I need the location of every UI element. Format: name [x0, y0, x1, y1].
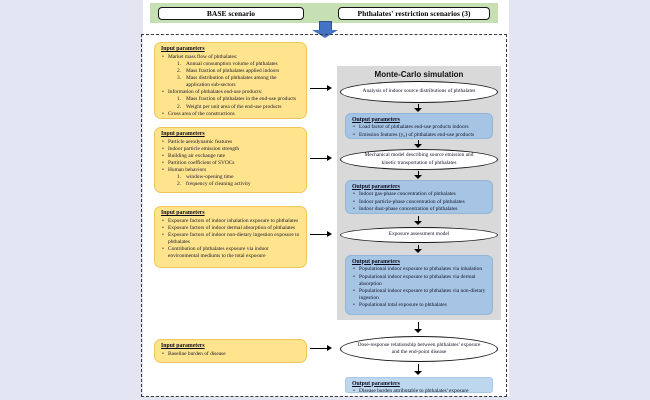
- down-arrow-icon: [414, 104, 423, 112]
- list-item: • Baseline burden of disease: [161, 351, 301, 358]
- down-block-arrow-stem: [319, 21, 332, 30]
- down-arrow-icon: [414, 364, 423, 375]
- sub-list-item: Mass fraction of phthalates in the end-use products: [186, 96, 297, 103]
- input-box-disease-burden: [154, 339, 307, 363]
- input-list: [161, 351, 301, 358]
- sub-list-item: Mass fraction of phthalates applied indoors: [186, 67, 280, 74]
- output-box-exposure: [345, 255, 493, 315]
- input-list: [161, 218, 301, 261]
- output-box-source: [345, 113, 493, 139]
- down-arrow-icon: [414, 216, 423, 225]
- process-ellipse-exposure-model: Exposure assessment model: [340, 227, 498, 243]
- scenario-banner: [150, 3, 498, 23]
- sub-list-item: Annual consumption volume of phthalates: [186, 60, 278, 67]
- sub-list-item: Mass distribution of phthalates among the application sub-sectors: [186, 75, 277, 89]
- input-heading: Input parameters: [161, 46, 205, 52]
- sub-list: [177, 174, 301, 188]
- list-item: • Exposure factors of indoor dermal absorption of phthalates: [161, 225, 301, 232]
- list-item: • Emission features (y₀) of phthalates end-use products: [352, 132, 488, 139]
- list-item: • Human behaviors window-opening time frequency of cleaning activity: [161, 167, 301, 188]
- output-box-disease-burden: [345, 377, 493, 393]
- input-heading: Input parameters: [161, 343, 205, 349]
- input-heading: Input parameters: [161, 131, 205, 137]
- base-scenario-box: [158, 7, 304, 20]
- input-box-exposure-factors: [154, 206, 307, 268]
- list-item: • Populational indoor exposure to phthalates via non-dietary ingestion: [352, 288, 488, 302]
- output-box-concentrations: [345, 180, 493, 214]
- input-list: [161, 139, 301, 189]
- connector-arrow-icon: [310, 231, 332, 238]
- down-arrow-icon: [414, 245, 423, 253]
- process-ellipse-dose-response: Dose-response relationship between phthalates' exposure and the end-point disease: [340, 336, 498, 362]
- base-scenario-label: BASE scenario: [206, 8, 256, 18]
- input-box-building: [154, 127, 307, 193]
- list-item: • Populational total exposure to phthalates: [352, 302, 488, 309]
- output-list: [352, 388, 488, 395]
- output-list: [352, 191, 488, 213]
- output-list: [352, 266, 488, 309]
- process-ellipse-source-analysis: Analysis of indoor source distributions of phthalates: [340, 81, 498, 103]
- list-item: • Disease burden attributable to phthalates' exposure: [352, 388, 488, 395]
- connector-arrow-icon: [310, 345, 332, 352]
- list-item: • Gross area of the constructions: [161, 111, 301, 118]
- list-item: • Partition coefficient of SVOCs: [161, 160, 301, 167]
- list-item: • Populational indoor exposure to phthalates via inhalation: [352, 266, 488, 273]
- list-item: • Information of phthalates end-use products: Mass fraction of phthalates in the end-use products Weight per unit area of the end-use products: [161, 89, 301, 110]
- list-item: • Indoor gas-phase concentration of phthalates: [352, 191, 488, 198]
- input-list: [161, 54, 301, 118]
- sub-list-item: window-opening time: [186, 174, 234, 181]
- list-item: • Load factor of phthalates end-use products indoors: [352, 124, 488, 131]
- sub-list-item: frequency of cleaning activity: [186, 181, 251, 188]
- list-item: • Indoor dust-phase concentration of phthalates: [352, 206, 488, 213]
- down-arrow-icon: [414, 322, 423, 333]
- list-item: • Populational indoor exposure to phthalates via dermal absorption: [352, 274, 488, 288]
- connector-arrow-icon: [310, 155, 332, 162]
- output-heading: Output parameters: [352, 258, 400, 265]
- process-ellipse-mechanical-model: Mechanical model describing source emission and kinetic transportation of phthalates: [340, 149, 498, 170]
- down-arrow-icon: [414, 140, 423, 148]
- list-item: • Exposure factors of indoor non-dietary ingestion exposure to phthalates: [161, 232, 301, 246]
- sub-list: [177, 96, 301, 110]
- restriction-scenario-label: Phthalates' restriction scenarios (3): [357, 8, 471, 18]
- output-heading: Output parameters: [352, 183, 400, 190]
- input-box-market: [154, 42, 307, 119]
- list-item: • Contribution of phthalates exposure via indoor environmental mediums to the total exposure: [161, 246, 301, 260]
- output-heading: Output parameters: [352, 380, 400, 387]
- restriction-scenario-box: [338, 7, 490, 20]
- sub-list-item: Weight per unit area of the end-use products: [186, 103, 282, 110]
- connector-arrow-icon: [310, 85, 332, 92]
- monte-carlo-title: Monte-Carlo simulation: [374, 70, 464, 79]
- list-item: • Exposure factors of indoor inhalation exposure to phthalates: [161, 218, 301, 225]
- list-item: • Indoor particle-phase concentration of phthalates: [352, 199, 488, 206]
- sub-list: [177, 61, 301, 90]
- output-heading: Output parameters: [352, 116, 400, 123]
- list-item: • Building air exchange rate: [161, 153, 301, 160]
- output-list: [352, 124, 488, 138]
- list-item: • Market mass flow of phthalates: Annual consumption volume of phthalates Mass fraction of phthalates applied indoors Mass distribution of phthalates among the application sub-sectors: [161, 54, 301, 90]
- list-item: • Indoor particle emission strength: [161, 146, 301, 153]
- list-item: • Particle aerodynamic features: [161, 139, 301, 146]
- input-heading: Input parameters: [161, 210, 205, 216]
- down-arrow-icon: [414, 171, 423, 179]
